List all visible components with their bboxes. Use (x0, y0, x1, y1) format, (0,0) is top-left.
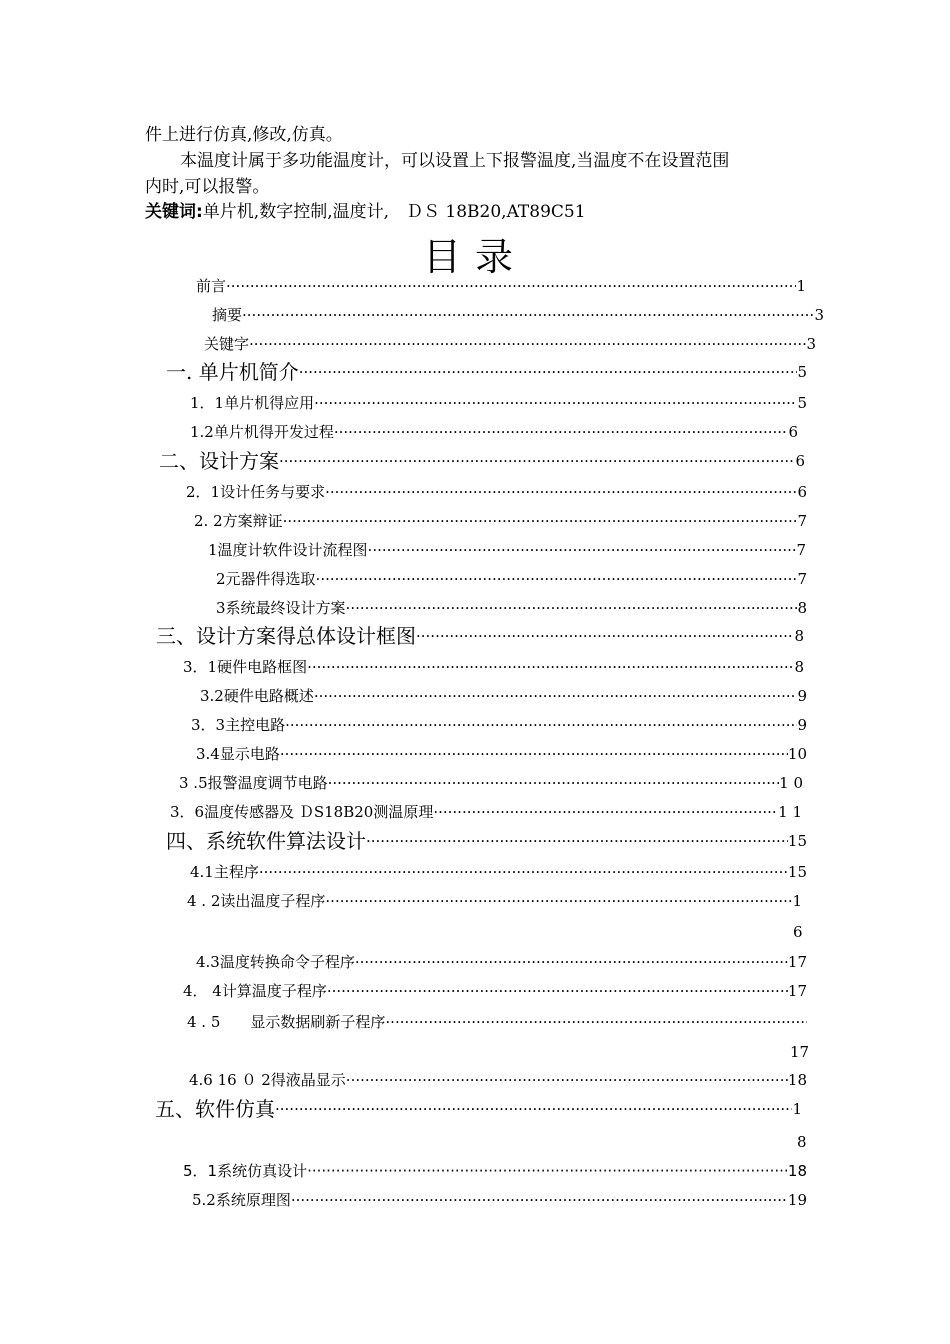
toc-title: 目录 (422, 235, 527, 279)
toc-entry[interactable]: 三、设计方案得总体设计框图 ····· 8 (156, 626, 804, 646)
toc-entry[interactable]: 3．3主控电路 ····· 9 (191, 715, 807, 735)
toc-entry[interactable]: 4． 4计算温度子程序 ····· 17 (183, 981, 807, 1001)
toc-entry[interactable]: 1.2单片机得开发过程 ····· 6 (190, 422, 798, 442)
toc-entry[interactable]: 3．1硬件电路框图 ····· 8 (183, 657, 804, 677)
intro-line-3: 内时,可以报警。 (145, 177, 270, 197)
intro-line-1: 件上进行仿真,修改,仿真。 (145, 125, 343, 145)
toc-entry[interactable]: 一. 单片机简介 ····· 5 (166, 362, 807, 382)
toc-entry[interactable]: 3 .5报警温度调节电路 ····· 1 0 (179, 773, 803, 793)
toc-page-wrap: 17 (790, 1043, 810, 1061)
toc-entry[interactable]: 3.2硬件电路概述 ····· 9 (200, 686, 807, 706)
toc-entry[interactable]: 4.6 16 ０ 2得液晶显示 ····· 18 (189, 1070, 807, 1090)
keywords-text: 单片机,数字控制,温度计, ＤＳ 18B20,AT89C51 (202, 202, 586, 222)
toc-entry[interactable]: 4 . 5 显示数据刷新子程序 ····· (187, 1012, 807, 1032)
toc-entry[interactable]: 4.1主程序 ····· 15 (190, 862, 807, 882)
toc-entry[interactable]: 5．1系统仿真设计 ····· 18 (183, 1161, 807, 1181)
toc-entry[interactable]: 3系统最终设计方案 ····· 8 (216, 598, 807, 618)
toc-entry[interactable]: 前言 ····· 1 (196, 276, 806, 296)
toc-page-wrap: 8 (797, 1133, 807, 1151)
toc-entry[interactable]: 5.2系统原理图 ····· 19 (192, 1190, 807, 1210)
toc-entry[interactable]: 摘要 ····· 3 (212, 305, 824, 325)
intro-line-2: 本温度计属于多功能温度计，可以设置上下报警温度,当温度不在设置范围 (180, 151, 730, 171)
toc-entry[interactable]: 五、软件仿真 ····· 1 (155, 1099, 802, 1119)
keywords-line (145, 201, 586, 223)
toc-entry[interactable]: 2元器件得选取 ····· 7 (216, 569, 807, 589)
toc-entry[interactable]: 1．1单片机得应用 ····· 5 (190, 393, 807, 413)
toc-entry[interactable]: 4.3温度转换命令子程序 ····· 17 (196, 952, 807, 972)
keywords-label: 关键词: (145, 202, 203, 222)
toc-entry[interactable]: 2. 2方案辩证 ····· 7 (194, 511, 807, 531)
toc-entry[interactable]: 四、系统软件算法设计 ····· 15 (166, 831, 807, 851)
toc-entry[interactable]: 二、设计方案 ····· 6 (159, 451, 805, 471)
toc-entry[interactable]: 3.4显示电路 ····· 10 (196, 744, 807, 764)
toc-page-wrap: 6 (793, 923, 803, 941)
toc-entry[interactable]: 1温度计软件设计流程图 ····· 7 (208, 540, 806, 560)
toc-entry[interactable]: 关键字 ····· 3 (204, 334, 816, 354)
toc-entry[interactable]: 4 . 2读出温度子程序 ····· 1 (187, 891, 802, 911)
toc-entry[interactable]: 3．6温度传感器及 ＤS18B20测温原理 ····· 1 1 (170, 802, 802, 822)
toc-entry[interactable]: 2．1设计任务与要求 ····· 6 (186, 482, 807, 502)
